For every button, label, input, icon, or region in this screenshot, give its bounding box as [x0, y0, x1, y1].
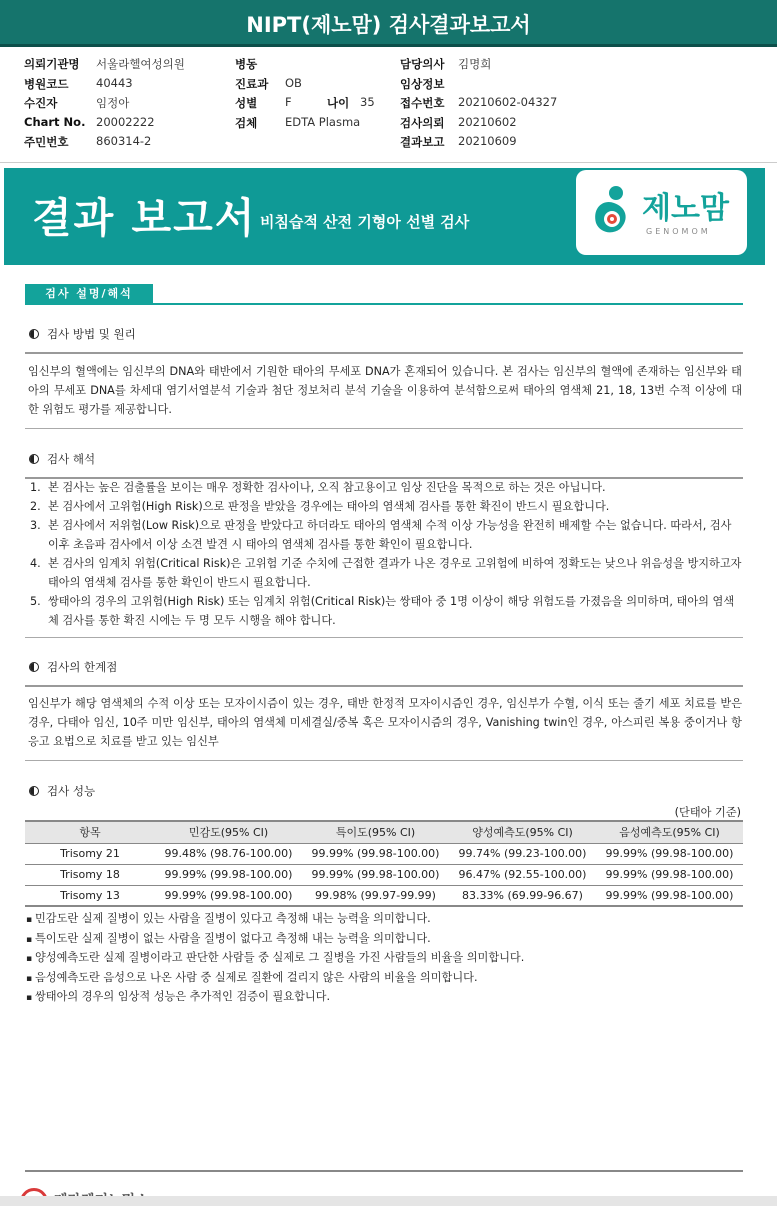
id-label: 주민번호 [24, 135, 69, 149]
logo-subtext: GENOMOM [646, 227, 711, 236]
table-cell: 99.99% (99.98-100.00) [302, 843, 449, 864]
doctor-value: 김명희 [458, 57, 492, 71]
list-item: 5. 쌍태아의 경우의 고위험(High Risk) 또는 임계치 위험(Critical Risk)는 쌍태아 중 1명 이상이 해당 위험도를 가졌음을 의미하며, 태아의 염색체 검사를 통한 확진 시에는 두 명 모두 시행을 해야 합니다. [30, 595, 735, 627]
table-cell: 99.98% (99.97-99.99) [302, 885, 449, 906]
report-title: NIPT(제노맘) 검사결과보고서 [0, 0, 777, 47]
code-label: 병원코드 [24, 76, 69, 91]
result-banner [4, 168, 765, 265]
clinical-label: 임상정보 [400, 76, 445, 91]
list-item: 2. 본 검사에서 고위험(High Risk)으로 판정을 받았을 경우에는 태아의 염색체 검사를 통한 확진이 반드시 필요합니다. [30, 500, 610, 513]
ward-label: 병동 [235, 57, 258, 71]
limits-heading: 검사의 한계점 [29, 659, 117, 675]
table-cell: 99.99% (99.98-100.00) [596, 885, 743, 906]
accession-label: 접수번호 [400, 96, 445, 110]
table-cell: Trisomy 21 [25, 843, 155, 864]
interpretation-heading: 검사 해석 [29, 451, 95, 467]
chart-label: Chart No. [24, 114, 86, 129]
section-underline [25, 303, 743, 305]
table-cell: 99.48% (98.76-100.00) [155, 843, 302, 864]
logo-text: 제노맘 [642, 191, 729, 226]
note-item: ▪ 쌍태아의 경우의 임상적 성능은 추가적인 검증이 필요합니다. [26, 988, 524, 1008]
report-date-label: 결과보고 [400, 135, 445, 149]
interpretation-bottom-rule [25, 637, 743, 638]
age-label: 나이 [327, 96, 350, 110]
unit-note: (단태아 기준) [674, 806, 741, 819]
info-divider [0, 162, 777, 163]
patient-info [24, 56, 754, 154]
doctor-label: 담당의사 [400, 57, 445, 71]
table-row [25, 843, 743, 864]
method-heading: 검사 방법 및 원리 [29, 326, 136, 342]
column-header: 양성예측도(95% CI) [449, 821, 596, 843]
table-cell: 99.99% (99.98-100.00) [596, 843, 743, 864]
banner-subtitle: 비침습적 산전 기형아 선별 검사 [260, 213, 470, 231]
note-item: ▪ 특이도란 실제 질병이 없는 사람을 질병이 없다고 측정해 내는 능력을 의미합니다. [26, 930, 524, 950]
column-header: 음성예측도(95% CI) [596, 821, 743, 843]
accession-value: 20210602-04327 [458, 95, 558, 109]
table-cell: Trisomy 18 [25, 864, 155, 885]
request-label: 검사의뢰 [400, 115, 445, 130]
limits-top-rule [25, 685, 743, 687]
section-tab: 검사 설명/해석 [25, 284, 153, 304]
performance-notes [26, 910, 524, 1008]
half-circle-icon [29, 454, 39, 464]
hospital-label: 의뢰기관명 [24, 57, 80, 71]
age-value: 35 [360, 95, 375, 109]
table-cell: 83.33% (69.99-96.67) [449, 885, 596, 906]
banner-title: 결과 보고서 [32, 194, 257, 242]
table-cell: 99.99% (99.98-100.00) [155, 885, 302, 906]
interpretation-list [30, 478, 742, 630]
dept-label: 진료과 [235, 76, 269, 91]
note-item: ▪ 양성예측도란 실제 질병이라고 판단한 사람들 중 실제로 그 질병을 가진 사람들의 비율을 의미합니다. [26, 949, 524, 969]
list-item: 4. 본 검사의 임계치 위험(Critical Risk)은 고위험 기준 수치에 근접한 결과가 나온 경우로 고위험에 비하여 정확도는 낮으나 위음성을 방지하고자 태아의 염색체 검사를 통한 확인이 반드시 필요합니다. [30, 557, 742, 589]
limits-text: 임신부가 해당 염색체의 수적 이상 또는 모자이시즘이 있는 경우, 태반 한정적 모자이시즘인 경우, 임신부가 수혈, 이식 또는 줄기 세포 치료를 받은 경우, 다태아 임신, 10주 미만 임신부, 태아의 염색체 미세결실/중복 혹은 모자이시즘의 경우, Vanishing twin인 경우, 아스피린 복용 중이거나 항 응고 요법으로 치료를 받고 있는 임신부 [28, 697, 742, 748]
recipient-label: 수진자 [24, 96, 58, 110]
method-bottom-rule [25, 428, 743, 429]
hospital-value: 서울라헬여성의원 [96, 57, 185, 71]
table-cell: Trisomy 13 [25, 885, 155, 906]
code-value: 40443 [96, 75, 133, 90]
table-row [25, 864, 743, 885]
column-header: 항목 [25, 821, 155, 843]
id-value: 860314-2 [96, 134, 152, 148]
table-row [25, 885, 743, 906]
half-circle-icon [29, 329, 39, 339]
report-date-value: 20210609 [458, 134, 517, 148]
table-cell: 99.99% (99.98-100.00) [155, 864, 302, 885]
mother-baby-icon [590, 183, 634, 235]
specimen-value: EDTA Plasma [285, 114, 361, 129]
sex-value: F [285, 95, 292, 109]
page-bottom-edge [0, 1196, 777, 1206]
performance-heading: 검사 성능 [29, 783, 95, 799]
limits-bottom-rule [25, 760, 743, 761]
specimen-label: 검체 [235, 115, 258, 130]
dept-value: OB [285, 75, 302, 90]
performance-table [25, 820, 743, 907]
column-header: 민감도(95% CI) [155, 821, 302, 843]
sex-label: 성별 [235, 96, 258, 110]
table-cell: 99.99% (99.98-100.00) [302, 864, 449, 885]
list-item: 3. 본 검사에서 저위험(Low Risk)으로 판정을 받았다고 하더라도 태아의 염색체 수적 이상 가능성을 완전히 배제할 수는 없습니다. 따라서, 검사 이후 초음파 검사에서 이상 소견 발견 시 태아의 염색체 검사를 통한 확인이 필요합니다. [30, 519, 732, 551]
half-circle-icon [29, 662, 39, 672]
table-header-row [25, 821, 743, 843]
recipient-value: 임정아 [96, 96, 130, 110]
chart-value: 20002222 [96, 114, 155, 129]
footer-rule [25, 1170, 743, 1172]
request-value: 20210602 [458, 114, 517, 129]
column-header: 특이도(95% CI) [302, 821, 449, 843]
table-cell: 96.47% (92.55-100.00) [449, 864, 596, 885]
method-top-rule [25, 352, 743, 354]
table-cell: 99.99% (99.98-100.00) [596, 864, 743, 885]
genomom-logo [576, 170, 747, 255]
table-cell: 99.74% (99.23-100.00) [449, 843, 596, 864]
note-item: ▪ 음성예측도란 음성으로 나온 사람 중 실제로 질환에 걸리지 않은 사람의 비율을 의미합니다. [26, 969, 524, 989]
half-circle-icon [29, 786, 39, 796]
note-item: ▪ 민감도란 실제 질병이 있는 사람을 질병이 있다고 측정해 내는 능력을 의미합니다. [26, 910, 524, 930]
method-text: 임신부의 혈액에는 임신부의 DNA와 태반에서 기원한 태아의 무세포 DNA가 혼재되어 있습니다. 본 검사는 임신부의 혈액에 존재하는 임신부와 태아의 무세포 DNA를 차세대 염기서열분석 기술과 첨단 정보처리 분석 기술을 이용하여 분석함으로써 태아의 염색체 21, 18, 13번 수적 이상에 대한 위험도 평가를 제공합니다. [28, 365, 742, 416]
list-item: 1. 본 검사는 높은 검출률을 보이는 매우 정확한 검사이나, 오직 참고용이고 임상 진단을 목적으로 하는 것은 아닙니다. [30, 481, 606, 494]
